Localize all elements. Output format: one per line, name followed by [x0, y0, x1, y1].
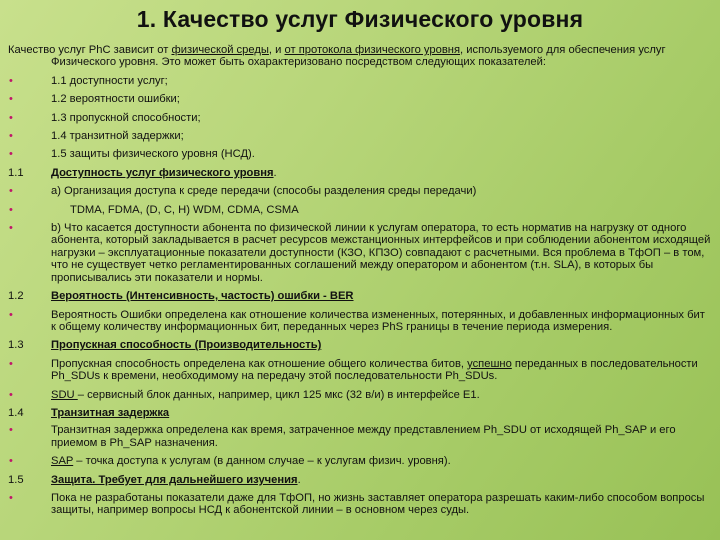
bullet-icon: • — [9, 148, 13, 161]
list-item — [8, 309, 712, 334]
section-title: Доступность услуг физического уровня — [51, 166, 274, 179]
bullet-icon: • — [9, 130, 13, 143]
protocol-term: от протокола физического уровня — [284, 44, 461, 56]
sap-term: SAP — [51, 455, 74, 468]
heading-tail: . — [273, 166, 277, 179]
list-item-text: Вероятность Ошибки определена как отношение количества измененных, потерянных, и добавленных информационных бит к общему количеству информационных бит, переданных через PhS границы в течение периода измерения. — [51, 308, 705, 333]
list-item-text: a) Организация доступа к среде передачи (способы разделения среды передачи) — [51, 185, 477, 198]
list-item — [8, 358, 712, 383]
intro-text: Качество услуг PhC зависит от — [8, 44, 172, 56]
bullet-icon: • — [9, 455, 13, 468]
list-item-text: 1.1 доступности услуг; — [51, 74, 168, 87]
section-number: 1.4 — [8, 406, 24, 419]
section-number: 1.3 — [8, 339, 24, 352]
section-number: 1.1 — [8, 166, 24, 179]
section-title: Пропускная способность (Производительность) — [51, 339, 322, 352]
section-title: Защита. Требует для дальнейшего изучения — [51, 473, 298, 486]
bullet-icon: • — [9, 388, 13, 401]
list-item — [8, 112, 712, 124]
list-item — [8, 148, 712, 160]
intro-text: , и — [268, 44, 285, 56]
intro-text: , используемого для обеспечения услуг Физического уровня. Это может быть охарактеризовано посредством следующих показателей: — [51, 44, 666, 69]
section-number: 1.5 — [8, 473, 24, 486]
section-title: Транзитная задержка — [51, 406, 170, 419]
list-item-text: Транзитная задержка определена как время, затраченное между представлением Ph_SDU от исходящей Ph_SAP и его приемом в Ph_SAP назначения. — [51, 424, 676, 449]
section-heading-1-1 — [8, 167, 712, 179]
sdu-term: SDU — [51, 388, 78, 401]
successfully-term: успешно — [467, 357, 512, 370]
section-heading-1-2 — [8, 290, 712, 302]
list-item — [8, 75, 712, 87]
bullet-icon: • — [9, 203, 13, 216]
bullet-icon: • — [9, 357, 13, 370]
list-item-text: 1.3 пропускной способности; — [51, 111, 201, 124]
list-item — [8, 424, 712, 449]
list-item — [8, 130, 712, 142]
list-item-text: Пока не разработаны показатели даже для ТфОП, но жизнь заставляет оператора разрешать каким-либо способом вопросы защиты, например вопросы НСД к абонентской линии – в основном через суды. — [51, 491, 705, 517]
list-item — [8, 455, 712, 467]
bullet-icon: • — [9, 491, 13, 504]
section-heading-1-4 — [8, 407, 712, 419]
bullet-icon: • — [9, 424, 13, 437]
list-item — [8, 93, 712, 105]
bullet-icon: • — [9, 185, 13, 198]
list-item-text: 1.4 транзитной задержки; — [51, 130, 184, 143]
section-heading-1-3 — [8, 339, 712, 351]
list-item-text: b) Что касается доступности абонента по физической линии к услугам оператора, то есть норматив на нагрузку от одного абонента, который закладывается в расчет ресурсов межстанционных интерфейсов и при соблюдении абонентом исходящей нагрузки – эксплуатационные показатели доступности (КЗО, КПЗО) совпадают с расчетными. Вся проблема в ТфОП – в том, что не существует четко регламентированных соглашений между оператором и абонентом (т.н. SLA), в которых бы прописывались эти показатели и нормы. — [51, 222, 711, 284]
bullet-icon: • — [9, 93, 13, 106]
bullet-icon: • — [9, 111, 13, 124]
list-item — [8, 185, 712, 197]
list-item — [8, 389, 712, 401]
list-item-text: – точка доступа к услугам (в данном случае – к услугам физич. уровня). — [73, 455, 451, 468]
document-body — [8, 44, 712, 523]
list-item — [8, 204, 712, 216]
physical-media-term: физической среды — [171, 44, 269, 56]
section-number: 1.2 — [8, 290, 24, 303]
bullet-icon: • — [9, 308, 13, 321]
section-title: Вероятность (Интенсивность, частость) ошибки - BER — [51, 290, 354, 303]
list-item-text: Пропускная способность определена как отношение общего количества битов, — [51, 357, 468, 370]
heading-tail: . — [297, 473, 301, 486]
list-item-text: – сервисный блок данных, например, цикл 125 мкс (32 в/и) в интерфейсе E1. — [77, 388, 480, 401]
list-item-text: 1.2 вероятности ошибки; — [51, 93, 180, 106]
list-item — [8, 222, 712, 284]
bullet-icon: • — [9, 74, 13, 87]
bullet-icon: • — [9, 222, 13, 235]
section-heading-1-5 — [8, 474, 712, 486]
intro-paragraph — [8, 44, 712, 69]
page-title: 1. Качество услуг Физического уровня — [136, 6, 584, 32]
list-item — [8, 492, 712, 517]
list-item-text: 1.5 защиты физического уровня (НСД). — [51, 148, 255, 161]
list-item-text: переданных в последовательности Ph_SDUs к времени, необходимому на передачу этой последовательности Ph_SDUs. — [51, 357, 698, 383]
list-item-text: TDMA, FDMA, (D, C, H) WDM, CDMA, CSMA — [70, 203, 299, 216]
